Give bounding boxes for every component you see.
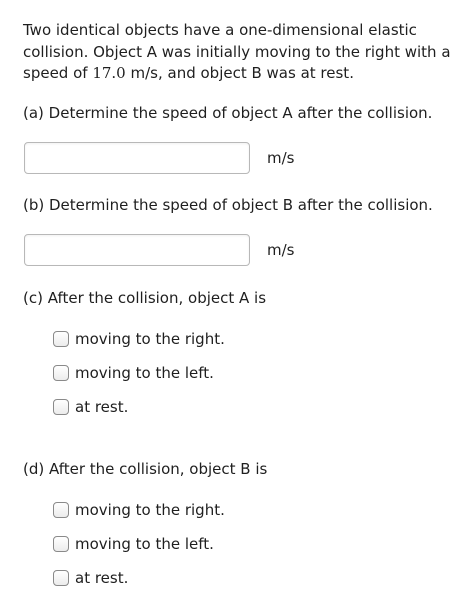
question-b-label: (b) Determine the speed of object B after the collision. <box>23 196 433 214</box>
option-d-left[interactable] <box>53 533 214 555</box>
speed-b-input[interactable] <box>24 234 250 266</box>
option-d-right[interactable] <box>53 499 225 521</box>
option-d-rest[interactable] <box>53 567 128 589</box>
option-c-left[interactable] <box>53 362 214 384</box>
checkbox-c-right[interactable] <box>53 331 69 347</box>
speed-a-unit: m/s <box>267 149 295 167</box>
option-d-left-label: moving to the left. <box>75 534 214 553</box>
option-d-right-label: moving to the right. <box>75 500 225 519</box>
question-c-label: (c) After the collision, object A is <box>23 289 267 307</box>
problem-text-start: Two identical objects have a one-dimensional elastic collision. Object A was initially moving to the right with a speed of <box>23 21 451 82</box>
checkbox-d-rest[interactable] <box>53 570 69 586</box>
question-d-label: (d) After the collision, object B is <box>23 460 268 478</box>
checkbox-d-right[interactable] <box>53 502 69 518</box>
option-c-right-label: moving to the right. <box>75 329 225 348</box>
checkbox-c-left[interactable] <box>53 365 69 381</box>
option-d-rest-label: at rest. <box>75 568 129 587</box>
option-c-rest-label: at rest. <box>75 397 129 416</box>
question-a-label: (a) Determine the speed of object A after the collision. <box>23 104 433 122</box>
option-c-right[interactable] <box>53 328 225 350</box>
speed-a-input[interactable] <box>24 142 250 174</box>
speed-b-unit: m/s <box>267 241 295 259</box>
checkbox-d-left[interactable] <box>53 536 69 552</box>
checkbox-c-rest[interactable] <box>53 399 69 415</box>
problem-statement <box>23 20 455 85</box>
option-c-rest[interactable] <box>53 396 128 418</box>
initial-speed-value: 17.0 <box>92 64 126 82</box>
option-c-left-label: moving to the left. <box>75 363 214 382</box>
problem-text-end: m/s, and object B was at rest. <box>125 64 354 82</box>
